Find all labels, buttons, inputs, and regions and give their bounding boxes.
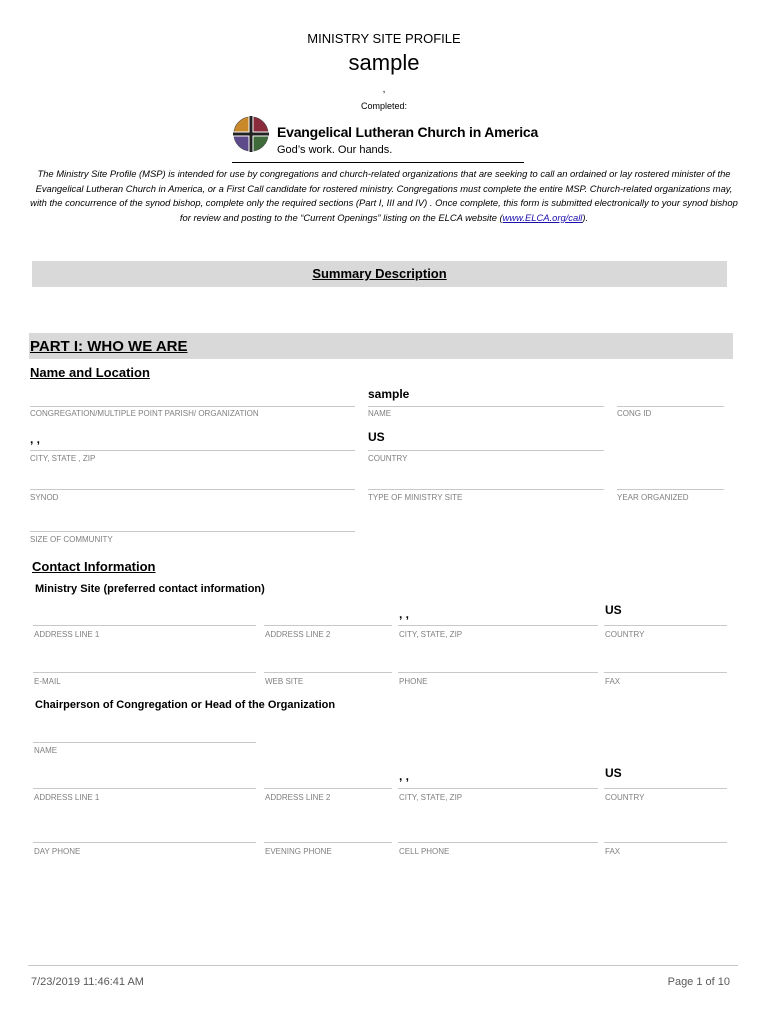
chair-country-field[interactable] xyxy=(604,763,727,806)
chair-address-line2-field[interactable] xyxy=(264,770,392,806)
location-comma: , xyxy=(382,84,386,95)
site-address-line1-field[interactable] xyxy=(33,606,256,642)
elca-cross-icon xyxy=(232,114,270,154)
summary-description-heading: Summary Description xyxy=(312,266,447,281)
elca-logo xyxy=(232,114,539,164)
intro-paragraph xyxy=(30,167,738,225)
chair-city-state-zip-label: CITY, STATE, ZIP xyxy=(399,793,463,802)
cong-id-field[interactable] xyxy=(617,386,724,422)
summary-description-bar xyxy=(32,261,727,287)
chair-name-field[interactable] xyxy=(33,723,256,759)
country-field[interactable] xyxy=(368,430,604,466)
chair-evening-phone-label: EVENING PHONE xyxy=(265,847,332,856)
chair-cell-phone-field[interactable] xyxy=(398,823,598,859)
footer-timestamp: 7/23/2019 11:46:41 AM xyxy=(31,976,144,988)
chair-fax-field[interactable] xyxy=(604,823,727,859)
logo-divider xyxy=(232,162,524,163)
chair-city-state-zip-field[interactable] xyxy=(398,768,598,806)
site-fax-field[interactable] xyxy=(604,653,727,689)
congregation-label: CONGREGATION/MULTIPLE POINT PARISH/ ORGANIZATION xyxy=(30,409,259,418)
country-value: US xyxy=(368,430,385,444)
chair-day-phone-label: DAY PHONE xyxy=(34,847,81,856)
country-label: COUNTRY xyxy=(368,454,408,463)
site-country-field[interactable] xyxy=(604,600,727,642)
elca-call-link[interactable]: www.ELCA.org/call xyxy=(502,211,583,223)
ministry-site-name: sample xyxy=(348,50,420,75)
site-website-field[interactable] xyxy=(264,653,392,689)
site-phone-label: PHONE xyxy=(399,677,428,686)
part-one-heading: PART I: WHO WE ARE xyxy=(30,338,188,355)
city-state-zip-label: CITY, STATE , ZIP xyxy=(30,454,96,463)
site-city-state-zip-label: CITY, STATE, ZIP xyxy=(399,630,463,639)
community-size-label: SIZE OF COMMUNITY xyxy=(30,535,113,544)
footer-page-number: Page 1 of 10 xyxy=(667,976,730,988)
site-address-line2-field[interactable] xyxy=(264,606,392,642)
name-location-heading: Name and Location xyxy=(30,365,150,380)
site-fax-label: FAX xyxy=(605,677,621,686)
name-label: NAME xyxy=(368,409,392,418)
intro-suffix: ). xyxy=(582,211,589,223)
footer-divider xyxy=(28,965,738,966)
chair-city-state-zip-value: , , xyxy=(399,769,410,783)
city-state-zip-value: , , xyxy=(30,432,41,446)
year-organized-label: YEAR ORGANIZED xyxy=(617,493,689,502)
synod-field[interactable] xyxy=(30,470,355,506)
city-state-zip-field[interactable] xyxy=(30,430,355,466)
site-address-line1-label: ADDRESS LINE 1 xyxy=(34,630,100,639)
completed-label: Completed: xyxy=(360,101,408,111)
site-phone-field[interactable] xyxy=(398,653,598,689)
site-city-state-zip-field[interactable] xyxy=(398,606,598,642)
chair-evening-phone-field[interactable] xyxy=(264,823,392,859)
chair-address-line1-label: ADDRESS LINE 1 xyxy=(34,793,100,802)
name-value: sample xyxy=(368,387,410,401)
site-country-label: COUNTRY xyxy=(605,630,645,639)
site-email-label: E-MAIL xyxy=(34,677,61,686)
form-title: MINISTRY SITE PROFILE xyxy=(307,31,461,46)
site-email-field[interactable] xyxy=(33,653,256,689)
chair-address-line2-label: ADDRESS LINE 2 xyxy=(265,793,331,802)
chair-country-label: COUNTRY xyxy=(605,793,645,802)
elca-tagline: God’s work. Our hands. xyxy=(277,144,393,156)
site-city-state-zip-value: , , xyxy=(399,607,410,621)
synod-label: SYNOD xyxy=(30,493,59,502)
chair-day-phone-field[interactable] xyxy=(33,823,256,859)
ministry-type-label: TYPE OF MINISTRY SITE xyxy=(368,493,463,502)
site-website-label: WEB SITE xyxy=(265,677,304,686)
chair-name-label: NAME xyxy=(34,746,58,755)
chair-fax-label: FAX xyxy=(605,847,621,856)
chair-address-line1-field[interactable] xyxy=(33,770,256,806)
site-country-value: US xyxy=(605,603,622,617)
chair-country-value: US xyxy=(605,766,622,780)
ministry-site-contact-heading: Ministry Site (preferred contact information) xyxy=(35,583,265,595)
year-organized-field[interactable] xyxy=(617,470,724,506)
ministry-type-field[interactable] xyxy=(368,470,604,506)
congregation-field[interactable] xyxy=(30,386,355,422)
chair-cell-phone-label: CELL PHONE xyxy=(399,847,450,856)
chairperson-heading: Chairperson of Congregation or Head of the Organization xyxy=(35,699,336,711)
elca-org-name: Evangelical Lutheran Church in America xyxy=(277,124,539,140)
intro-text: The Ministry Site Profile (MSP) is intended for use by congregations and church-related organizations that are seeking to call an ordained or lay rostered minister of the Evangelical Lutheran Church in America, or a First Call candidate for rostered ministry. Congregations must complete the entire MSP. Church-related organizations may, with the concurrence of the synod bishop, complete only the required sections (Part I, III and IV) . Once complete, this form is submitted electronically to your synod bishop for review and posting to the “Current Openings” listing on the ELCA website ( xyxy=(30,168,738,223)
site-address-line2-label: ADDRESS LINE 2 xyxy=(265,630,331,639)
contact-information-heading: Contact Information xyxy=(32,559,156,574)
cong-id-label: CONG ID xyxy=(617,409,652,418)
part-one-bar xyxy=(29,333,733,359)
community-size-field[interactable] xyxy=(30,512,355,548)
name-field[interactable] xyxy=(368,386,604,422)
